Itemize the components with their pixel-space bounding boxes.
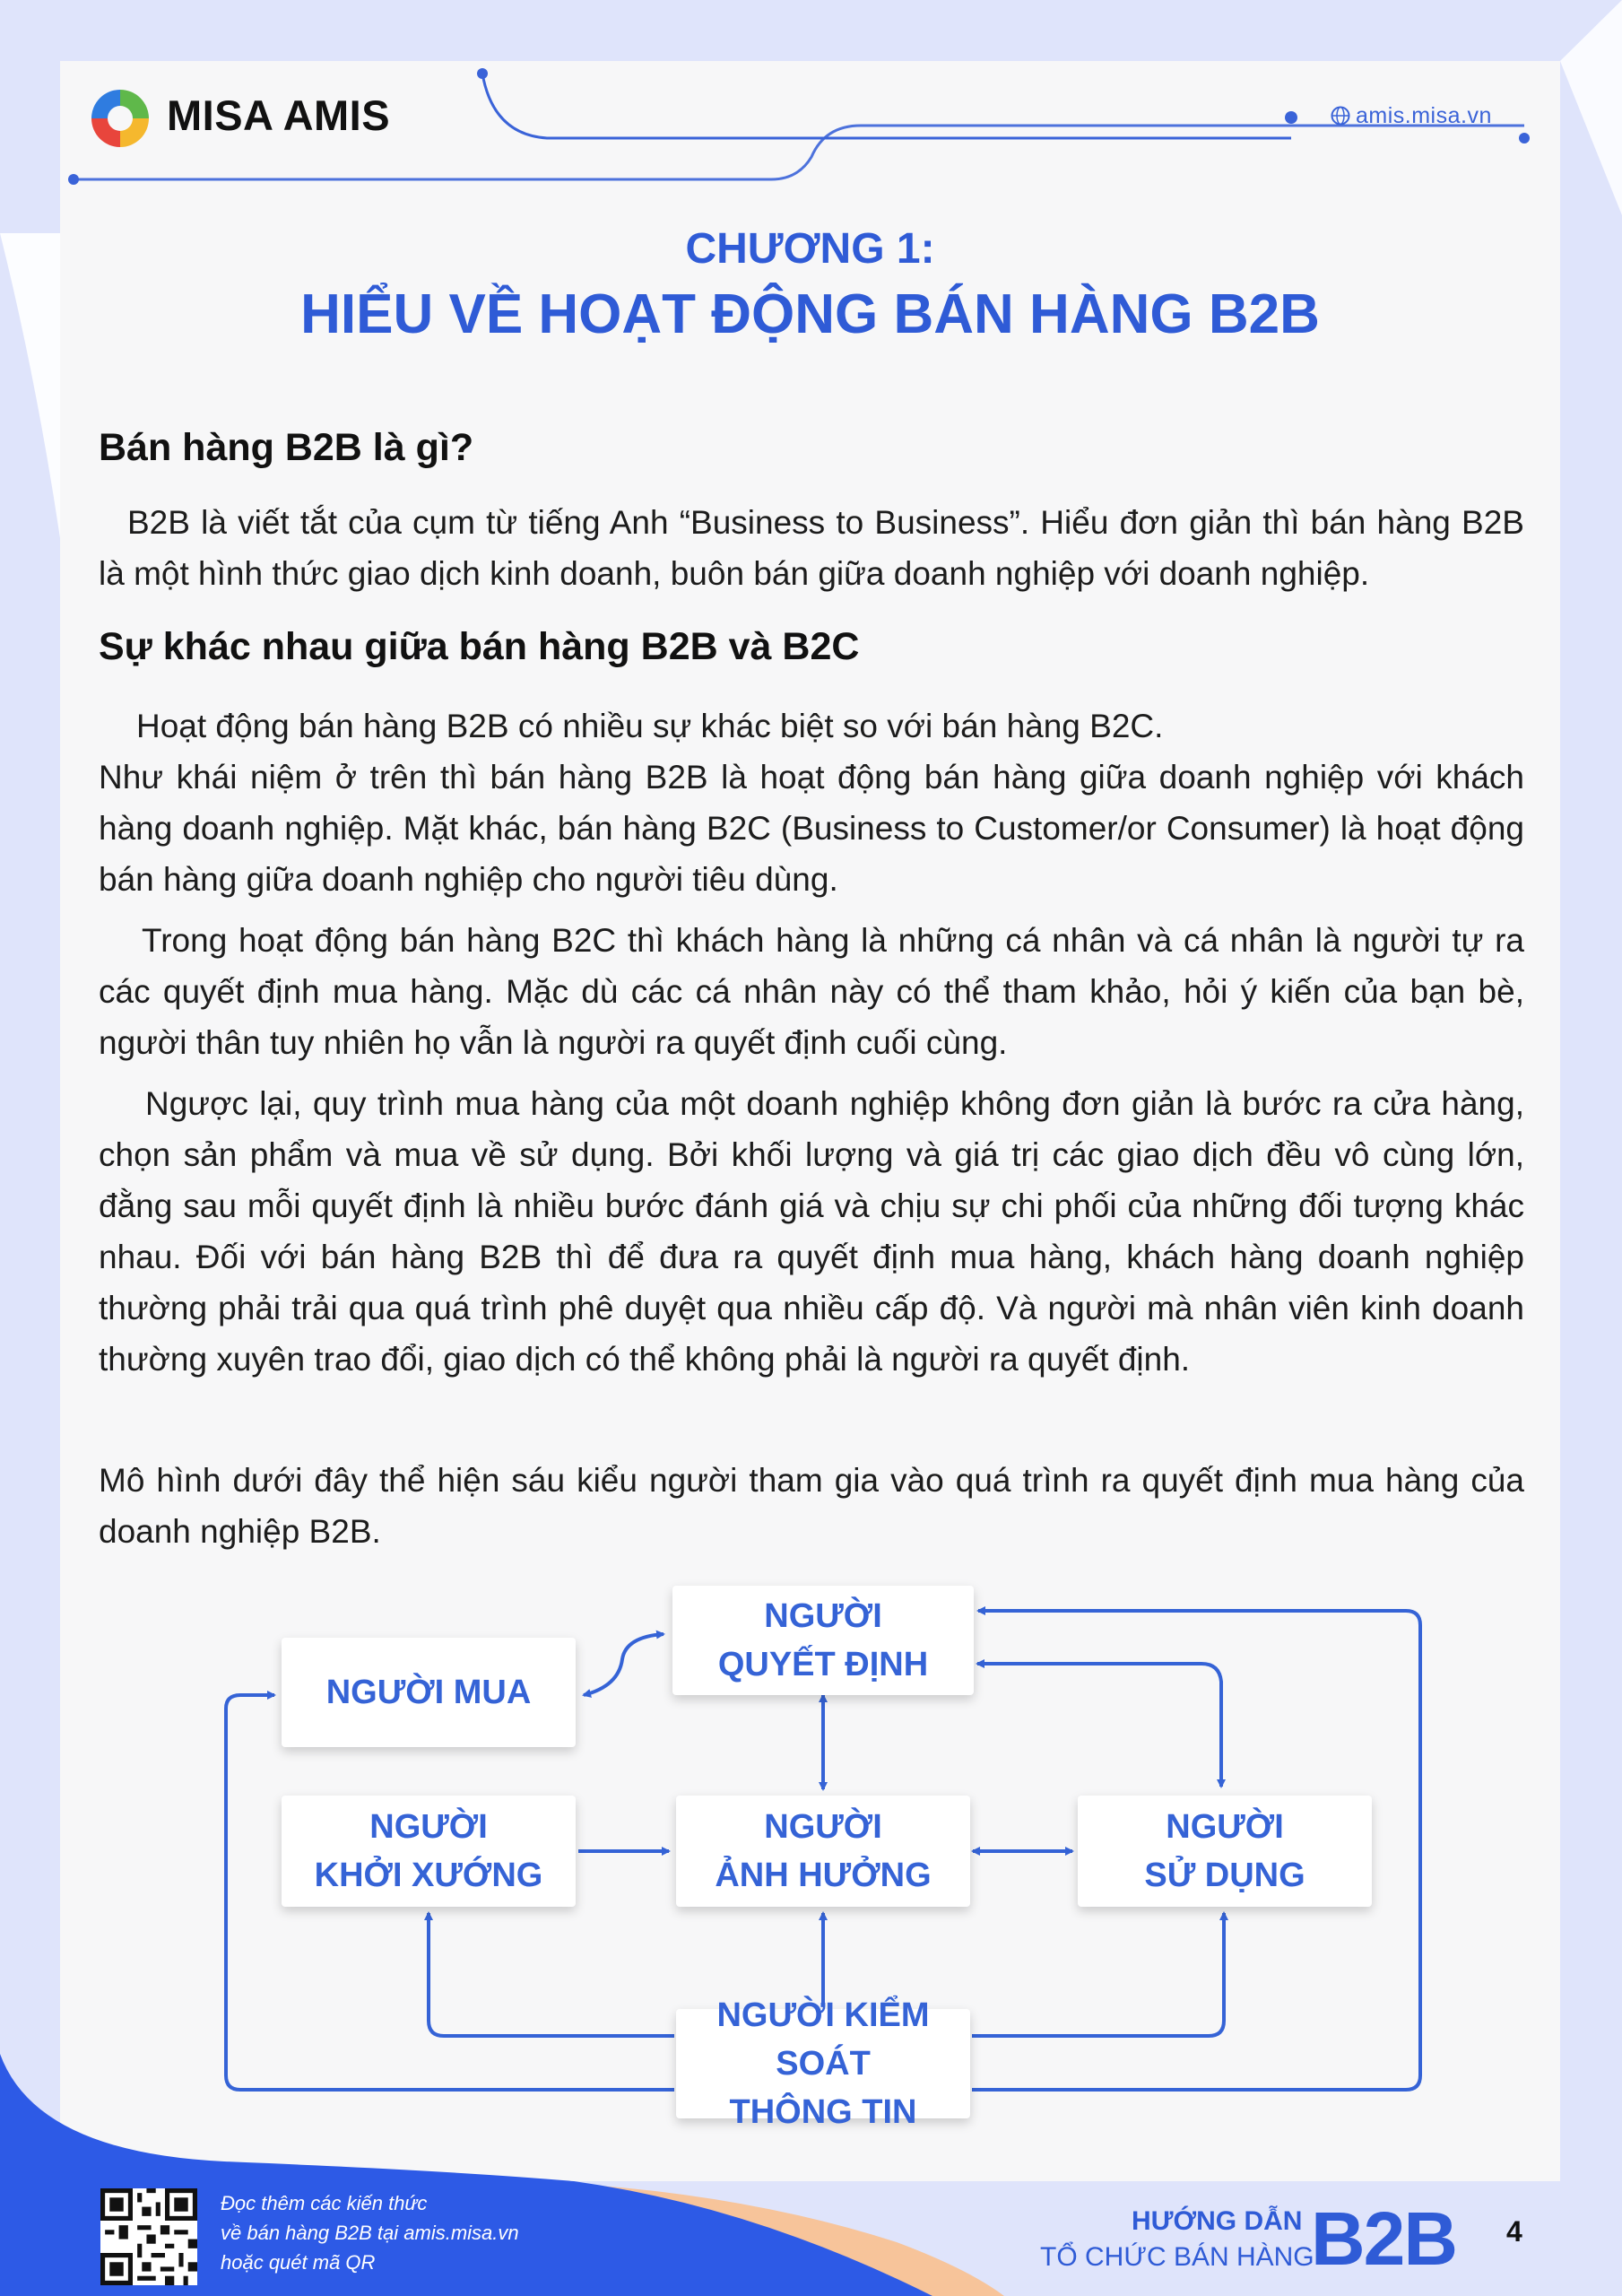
footer-note-line: hoặc quét mã QR [221,2251,376,2274]
section2-paragraph-4: Mô hình dưới đây thể hiện sáu kiểu người tham gia vào quá trình ra quyết định mua hàng của doanh nghiệp B2B. [99,1462,1524,1550]
box-label: KHỞI XƯỚNG [314,1857,543,1894]
chapter-title: HIỂU VỀ HOẠT ĐỘNG BÁN HÀNG B2B [300,283,1320,345]
box-label: NGƯỜI [764,1808,882,1846]
box-label: ẢNH HƯỞNG [715,1857,932,1894]
box-label: SỬ DỤNG [1144,1857,1305,1894]
footer-note-line: Đọc thêm các kiến thức [221,2192,428,2214]
box-label: NGƯỜI MUA [325,1674,532,1711]
guide-b2b-mark: B2B [1311,2196,1457,2281]
box-label: NGƯỜI [1166,1808,1284,1846]
section2-paragraph-3: Ngược lại, quy trình mua hàng của một doanh nghiệp không đơn giản là bước ra cửa hàng, chọn sản phẩm và mua về sử dụng. Bởi khối lượng và giá trị các giao dịch đều vô cùng lớn, đằng sau mỗi quyết định là nhiều bước đánh giá và chịu sự chi phối của những đối tượng khác nhau. Đối với bán hàng B2B thì để đưa ra quyết định mua hàng, khách hàng doanh nghiệp thường phải trải qua quá trình phê duyệt qua nhiều cấp độ. Và người mà nhân viên kinh doanh thường xuyên trao đổi, giao dịch có thể không phải là người ra quyết định. [99,1085,1524,1378]
guide-subtitle: TỔ CHỨC BÁN HÀNG [1040,2242,1314,2272]
guide-title: HƯỚNG DẪN [1132,2206,1303,2236]
section1-paragraph: B2B là viết tắt của cụm từ tiếng Anh “Business to Business”. Hiểu đơn giản thì bán hàng B2B là một hình thức giao dịch kinh doanh, buôn bán giữa doanh nghiệp với doanh nghiệp. [99,504,1524,592]
section-heading-what-is-b2b: Bán hàng B2B là gì? [99,426,474,469]
qr-code-icon[interactable] [100,2188,197,2285]
section2-paragraph-1: Như khái niệm ở trên thì bán hàng B2B là hoạt động bán hàng giữa doanh nghiệp với khách hàng doanh nghiệp. Mặt khác, bán hàng B2C (Business to Customer/or Consumer) là hoạt động bán hàng giữa doanh nghiệp cho người tiêu dùng. [99,759,1524,898]
box-label: NGƯỜI KIỂM SOÁT [716,1996,930,2083]
section-heading-b2b-vs-b2c: Sự khác nhau giữa bán hàng B2B và B2C [99,625,860,668]
box-label: NGƯỜI [369,1808,488,1846]
site-url[interactable]: amis.misa.vn [1356,103,1492,128]
box-label: NGƯỜI [764,1597,882,1635]
brand-name: MISA AMIS [167,91,391,139]
page-number: 4 [1506,2215,1522,2248]
section2-intro-line: Hoạt động bán hàng B2B có nhiều sự khác biệt so với bán hàng B2C. [136,708,1164,744]
footer-note-line: về bán hàng B2B tại amis.misa.vn [221,2222,519,2244]
chapter-label: CHƯƠNG 1: [685,225,935,273]
section2-paragraph-2: Trong hoạt động bán hàng B2C thì khách hàng là những cá nhân và cá nhân là người tự ra các quyết định mua hàng. Mặc dù các cá nhân này có thể tham khảo, hỏi ý kiến của bạn bè, người thân tuy nhiên họ vẫn là người ra quyết định cuối cùng. [99,922,1524,1061]
footer-note [221,2188,519,2277]
box-label: THÔNG TIN [729,2093,917,2131]
box-label: QUYẾT ĐỊNH [717,1646,929,1683]
